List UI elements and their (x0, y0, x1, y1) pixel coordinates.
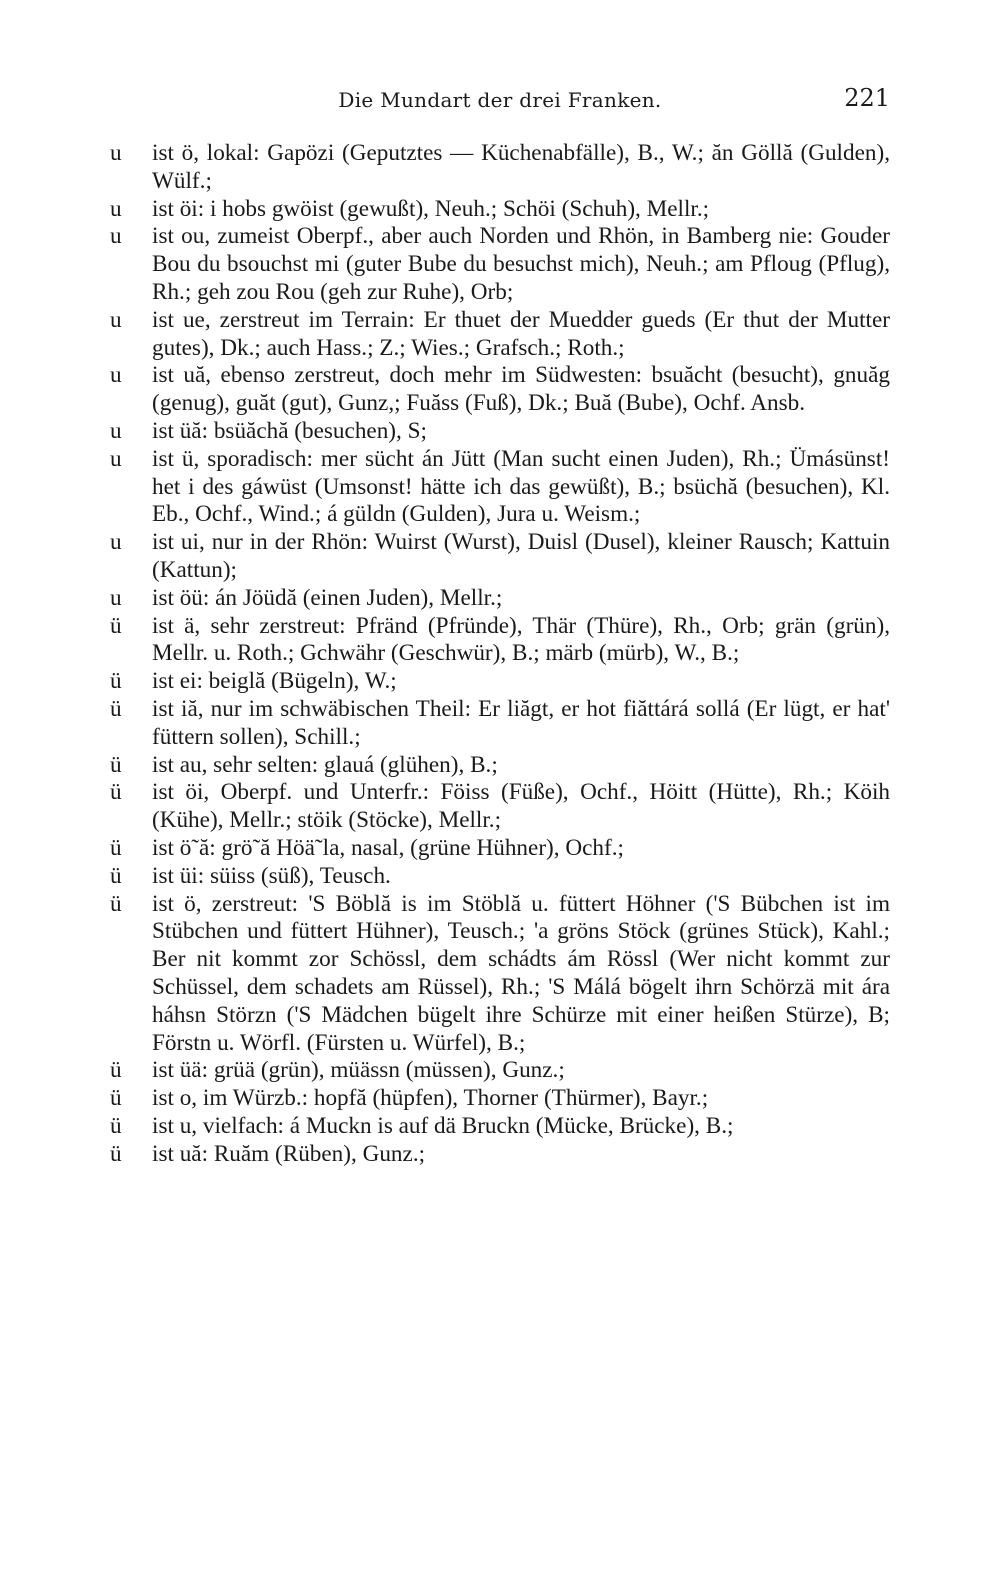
entry (110, 613, 890, 669)
entry (110, 223, 890, 306)
entry-letter: ü (110, 668, 122, 695)
entry-text: ist üä: grüä (grün), müässn (müssen), Gunz.; (152, 1057, 565, 1084)
entry-letter: ü (110, 1085, 122, 1112)
page-header (110, 84, 890, 122)
entry (110, 835, 890, 863)
entry-text: ist ue, zerstreut im Terrain: Er thuet der Muedder gueds (Er thut der Mutter gutes), Dk.; auch Hass.; Z.; Wies.; Grafsch.; Roth.; (152, 306, 890, 361)
entry-text: ist ö˜ă: grö˜ă Höä˜la, nasal, (grüne Hühner), Ochf.; (152, 834, 624, 861)
entry (110, 418, 890, 446)
entry-letter: u (110, 445, 122, 472)
entry (110, 585, 890, 613)
entry-letter: ü (110, 1140, 122, 1167)
entry (110, 1057, 890, 1085)
entry-text: ist au, sehr selten: glauá (glühen), B.; (152, 751, 498, 778)
entry-letter: ü (110, 862, 122, 889)
entry-letter: u (110, 417, 122, 444)
entry-letter: ü (110, 834, 122, 861)
entry-text: ist ä, sehr zerstreut: Pfränd (Pfründe), Thär (Thüre), Rh., Orb; grän (grün), Mellr. u. Roth.; Gchwähr (Geschwür), B.; märb (mürb), W., B.; (152, 612, 890, 667)
entry (110, 307, 890, 363)
entry (110, 362, 890, 418)
entry-letter: ü (110, 1057, 122, 1084)
entry-letter: ü (110, 751, 122, 778)
entry-letter: ü (110, 612, 122, 639)
entry-text: ist ö, lokal: Gapözi (Geputztes — Küchenabfälle), B., W.; ăn Göllă (Gulden), Wülf.; (152, 140, 890, 194)
page-number: 221 (844, 84, 890, 112)
entry-letter: u (110, 306, 122, 333)
entry-letter: ü (110, 779, 122, 806)
entry-text: ist ö, zerstreut: 'S Böblă is im Stöblă u. füttert Höhner ('S Bübchen ist im Stübchen und füttert Hühner), Teusch.; 'a gröns Stöck (grünes Stück), Kahl.; Ber nit kommt zor Schössl, dem schádts ám Rössl (Wer nicht kommt zur Schüssel, dem schadets am Rüssel), Rh.; 'S Málá bögelt ihrn Schörzä mit ára háhsn Störzn ('S Mädchen bügelt ihre Schürze mit einer heißen Stürze), B; Förstn u. Wörfl. (Fürsten u. Würfel), B.; (152, 890, 890, 1056)
running-title: Die Mundart der drei Franken. (338, 88, 662, 112)
entry (110, 779, 890, 835)
entry-text: ist ui, nur in der Rhön: Wuirst (Wurst), Duisl (Dusel), kleiner Rausch; Kattuin (Kattun); (152, 529, 890, 583)
entry-text: ist öi, Oberpf. und Unterfr.: Föiss (Füße), Ochf., Höitt (Hütte), Rh.; Köih (Kühe), Mellr.; stöik (Stöcke), Mellr.; (152, 779, 890, 834)
entry-letter: u (110, 529, 122, 556)
entry (110, 696, 890, 752)
entry (110, 668, 890, 696)
entry-text: ist u, vielfach: á Muckn is auf dä Bruckn (Mücke, Brücke), B.; (152, 1112, 734, 1139)
entry-letter: ü (110, 890, 122, 917)
entry-letter: ü (110, 1112, 122, 1139)
entry-text: ist ou, zumeist Oberpf., aber auch Norden und Rhön, in Bamberg nie: Gouder Bou du bsouchst mi (guter Bube du besuchst mich), Neuh.; am Pfloug (Pflug), Rh.; geh zou Rou (geh zur Ruhe), Orb; (152, 223, 890, 305)
entry-text: ist iă, nur im schwäbischen Theil: Er liăgt, er hot fiăttárá sollá (Er lügt, er hat' füttern sollen), Schill.; (152, 695, 890, 750)
entry-text: ist üi: süiss (süß), Teusch. (152, 862, 391, 889)
entry (110, 140, 890, 196)
entry-letter: u (110, 140, 122, 166)
entry-letter: ü (110, 695, 122, 722)
dialect-entry-list (110, 140, 890, 1168)
entry (110, 1141, 890, 1169)
entry (110, 1085, 890, 1113)
entry (110, 752, 890, 780)
entry-text: ist ei: beiglă (Bügeln), W.; (152, 668, 397, 695)
entry (110, 196, 890, 224)
entry-letter: u (110, 223, 122, 250)
entry-text: ist üă: bsüăchă (besuchen), S; (152, 417, 427, 444)
entry-letter: u (110, 195, 122, 222)
entry-text: ist ü, sporadisch: mer sücht án Jütt (Man sucht einen Juden), Rh.; Ümásünst! het i des gáwüst (Umsonst! hätte ich das gewüßt), B.; bsüchă (besuchen), Kl. Eb., Ochf., Wind.; á güldn (Gulden), Jura u. Weism.; (152, 445, 890, 528)
entry-text: ist o, im Würzb.: hopfă (hüpfen), Thorner (Thürmer), Bayr.; (152, 1085, 709, 1112)
entry-text: ist öi: i hobs gwöist (gewußt), Neuh.; Schöi (Schuh), Mellr.; (152, 195, 710, 222)
entry (110, 529, 890, 585)
entry-text: ist uă: Ruăm (Rüben), Gunz.; (152, 1140, 426, 1167)
entry-letter: u (110, 584, 122, 611)
entry (110, 1113, 890, 1141)
entry-text: ist öü: án Jöüdă (einen Juden), Mellr.; (152, 584, 503, 611)
entry (110, 446, 890, 529)
entry-text: ist uă, ebenso zerstreut, doch mehr im Südwesten: bsuăcht (besucht), gnuăg (genug), guăt (gut), Gunz,; Fuăss (Fuß), Dk.; Buă (Bube), Ochf. Ansb. (152, 362, 890, 417)
entry-letter: u (110, 362, 122, 389)
entry (110, 863, 890, 891)
entry (110, 891, 890, 1058)
